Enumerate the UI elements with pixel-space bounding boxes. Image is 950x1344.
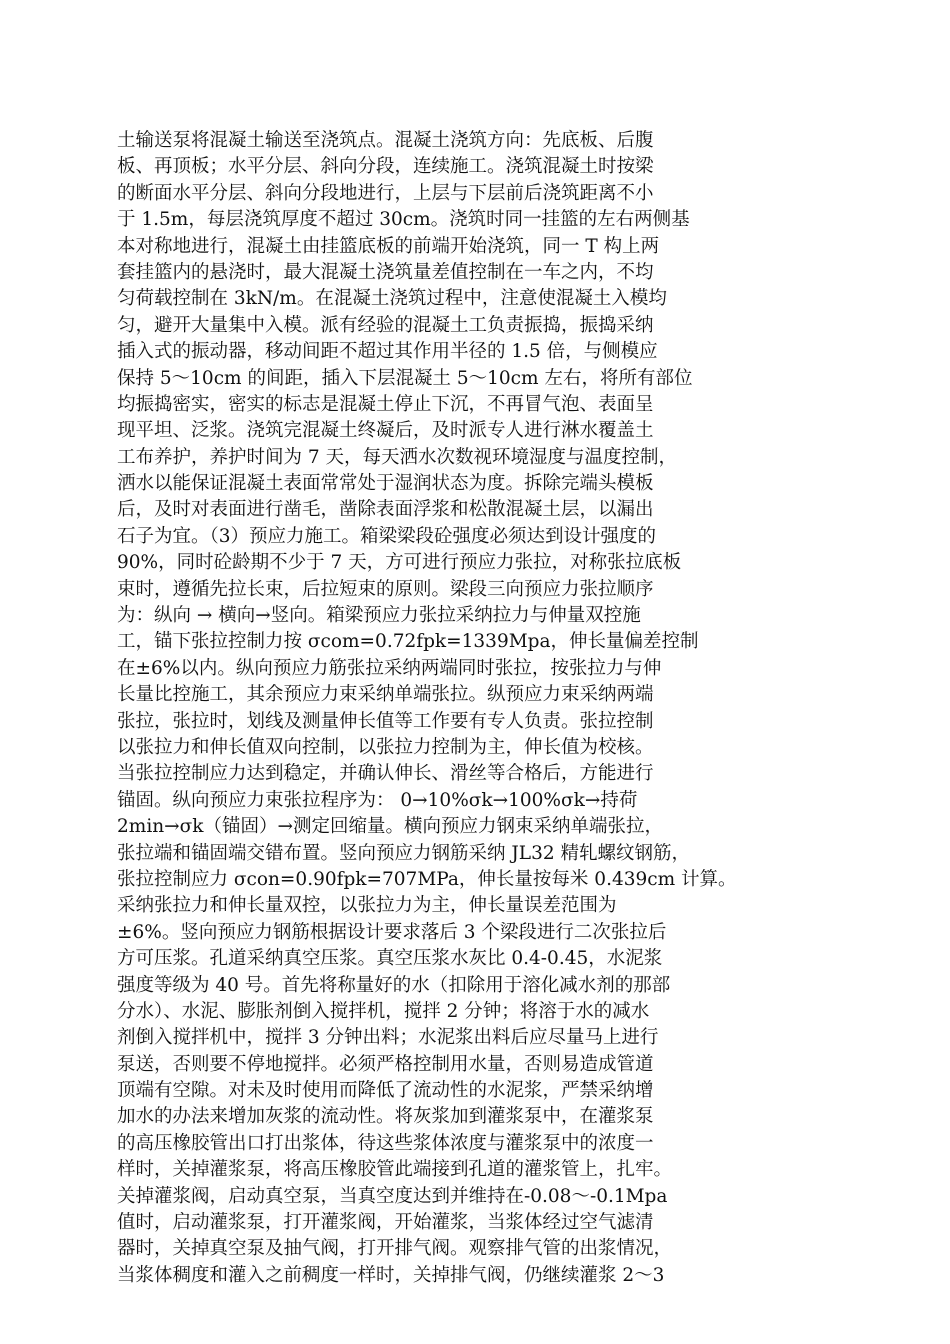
text-line: 顶端有空隙。对未及时使用而降低了流动性的水泥浆，严禁采纳增: [117, 1080, 654, 1102]
text-line: 工，锚下张拉控制力按 σcom=0.72fpk=1339Mpa，伸长量偏差控制: [117, 631, 699, 653]
text-line: 土输送泵将混凝土输送至浇筑点。混凝土浇筑方向：先底板、后腹: [117, 130, 654, 151]
text-line: 强度等级为 40 号。首先将称量好的水（扣除用于溶化减水剂的那部: [117, 974, 671, 996]
body-text: [117, 128, 817, 1289]
text-line: 样时，关掉灌浆泵，将高压橡胶管此端接到孔道的灌浆管上，扎牢。: [117, 1159, 673, 1181]
text-line: ±6%。竖向预应力钢筋根据设计要求落后 3 个梁段进行二次张拉后: [117, 921, 667, 943]
text-line: 值时，启动灌浆泵，打开灌浆阀，开始灌浆，当浆体经过空气滤清: [117, 1212, 654, 1234]
text-line: 张拉控制应力 σcon=0.90fpk=707MPa，伸长量按每米 0.439cm 计算。: [117, 868, 737, 890]
text-line: 2min→σk（锚固）→测定回缩量。横向预应力钢束采纳单端张拉，: [117, 816, 663, 838]
text-line: 泵送，否则要不停地搅拌。必须严格控制用水量，否则易造成管道: [117, 1053, 654, 1075]
text-line: 张拉，张拉时，划线及测量伸长值等工作要有专人负责。张拉控制: [117, 710, 654, 732]
text-line: 张拉端和锚固端交错布置。竖向预应力钢筋采纳 JL32 精轧螺纹钢筋，: [117, 842, 691, 864]
text-line: 加水的办法来增加灰浆的流动性。将灰浆加到灌浆泵中，在灌浆泵: [117, 1106, 654, 1128]
text-line: 长量比控施工，其余预应力束采纳单端张拉。纵预应力束采纳两端: [117, 684, 654, 706]
text-line: 在±6%以内。纵向预应力筋张拉采纳两端同时张拉，按张拉力与伸: [117, 657, 662, 679]
text-line: 分水）、水泥、膨胀剂倒入搅拌机，搅拌 2 分钟；将溶于水的减水: [117, 1000, 650, 1022]
text-line: 洒水以能保证混凝土表面常常处于湿润状态为度。拆除完端头模板: [117, 473, 654, 495]
text-line: 当张拉控制应力达到稳定，并确认伸长、滑丝等合格后，方能进行: [117, 763, 654, 785]
text-line: 的断面水平分层、斜向分段地进行，上层与下层前后浇筑距离不小: [117, 182, 654, 204]
text-line: 关掉灌浆阀，启动真空泵，当真空度达到并维持在-0.08～-0.1Mpa: [117, 1185, 668, 1207]
text-line: 板、再顶板；水平分层、斜向分段，连续施工。浇筑混凝土时按梁: [117, 156, 654, 178]
text-line: 匀，避开大量集中入模。派有经验的混凝土工负责振捣，振捣采纳: [117, 314, 654, 336]
text-line: 方可压浆。孔道采纳真空压浆。真空压浆水灰比 0.4-0.45，水泥浆: [117, 948, 663, 970]
text-line: 石子为宜。（3）预应力施工。箱梁梁段砼强度必须达到设计强度的: [117, 525, 657, 547]
text-line: 剂倒入搅拌机中，搅拌 3 分钟出料；水泥浆出料后应尽量马上进行: [117, 1027, 659, 1049]
text-line: 当浆体稠度和灌入之前稠度一样时，关掉排气阀，仍继续灌浆 2～3: [117, 1264, 665, 1286]
text-line: 束时，遵循先拉长束，后拉短束的原则。梁段三向预应力张拉顺序: [117, 578, 654, 600]
text-line: 后，及时对表面进行凿毛，凿除表面浮浆和松散混凝土层，以漏出: [117, 499, 654, 521]
text-line: 现平坦、泛浆。浇筑完混凝土终凝后，及时派专人进行淋水覆盖土: [117, 420, 654, 442]
text-line: 保持 5～10cm 的间距，插入下层混凝土 5～10cm 左右，将所有部位: [117, 367, 693, 389]
text-line: 为：纵向 → 横向→竖向。箱梁预应力张拉采纳拉力与伸量双控施: [117, 605, 641, 627]
text-line: 90%，同时砼龄期不少于 7 天，方可进行预应力张拉，对称张拉底板: [117, 552, 682, 574]
text-line: 以张拉力和伸长值双向控制，以张拉力控制为主，伸长值为校核。: [117, 736, 654, 758]
text-line: 锚固。纵向预应力束张拉程序为： 0→10%σk→100%σk→持荷: [117, 789, 638, 811]
text-line: 插入式的振动器，移动间距不超过其作用半径的 1.5 倍，与侧模应: [117, 341, 658, 363]
text-line: 器时，关掉真空泵及抽气阀，打开排气阀。观察排气管的出浆情况，: [117, 1238, 673, 1260]
text-line: 均振捣密实，密实的标志是混凝土停止下沉，不再冒气泡、表面呈: [117, 393, 654, 415]
text-line: 工布养护，养护时间为 7 天，每天洒水次数视环境湿度与温度控制，: [117, 446, 678, 468]
text-line: 套挂篮内的悬浇时，最大混凝土浇筑量差值控制在一车之内，不均: [117, 261, 654, 283]
text-line: 于 1.5m，每层浇筑厚度不超过 30cm。浇筑时同一挂篮的左右两侧基: [117, 209, 690, 231]
text-line: 的高压橡胶管出口打出浆体，待这些浆体浓度与灌浆泵中的浓度一: [117, 1132, 654, 1154]
text-line: 匀荷载控制在 3kN/m。在混凝土浇筑过程中，注意使混凝土入模均: [117, 288, 667, 310]
text-line: 本对称地进行，混凝土由挂篮底板的前端开始浇筑，同一 T 构上两: [117, 235, 660, 257]
text-line: 采纳张拉力和伸长量双控，以张拉力为主，伸长量误差范围为: [117, 895, 617, 917]
